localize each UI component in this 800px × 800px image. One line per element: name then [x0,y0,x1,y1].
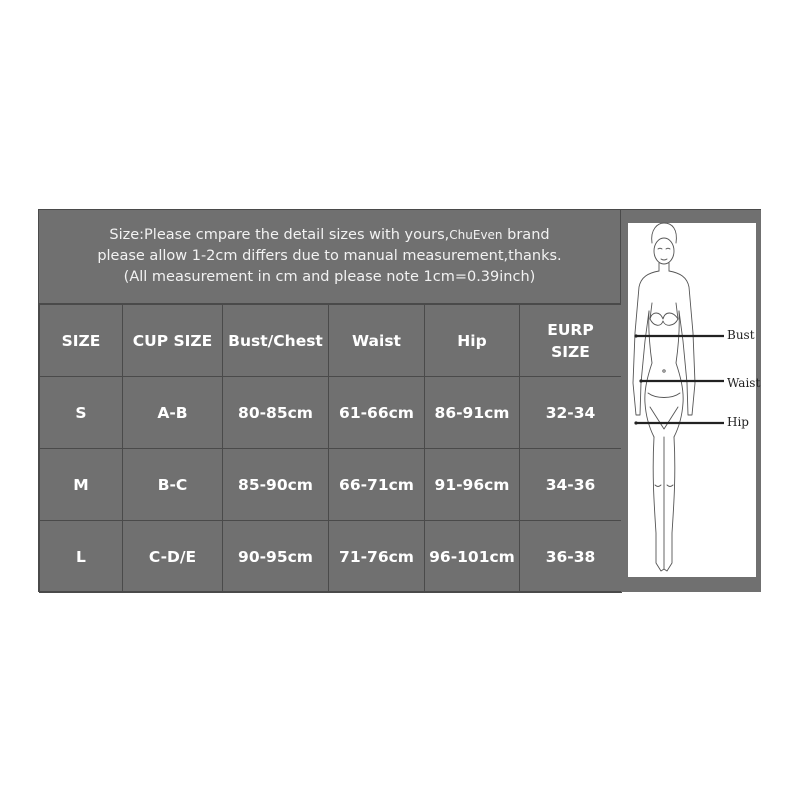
measurement-figure-panel [621,210,761,592]
table-header-row [40,305,622,377]
table-row [40,521,622,593]
table-row [40,377,622,449]
cell-waist: 71-76cm [329,521,425,593]
body-outline-icon [628,223,761,577]
header-size: SIZE [40,305,123,377]
notice-line-2: please allow 1-2cm differs due to manual measurement,thanks. [97,248,562,264]
cell-bust: 90-95cm [223,521,329,593]
cell-size: L [40,521,123,593]
header-waist: Waist [329,305,425,377]
bust-label: Bust [727,328,755,342]
cell-bust: 85-90cm [223,449,329,521]
cell-waist: 61-66cm [329,377,425,449]
cell-eurp-size: 34-36 [520,449,622,521]
cell-size: S [40,377,123,449]
header-hip: Hip [425,305,520,377]
size-notice [39,210,621,304]
cell-bust: 80-85cm [223,377,329,449]
cell-hip: 86-91cm [425,377,520,449]
notice-line-3: (All measurement in cm and please note 1cm=0.39inch) [123,269,536,285]
brand-name: ChuEven [449,228,503,242]
header-bust-chest: Bust/Chest [223,305,329,377]
cell-hip: 96-101cm [425,521,520,593]
cell-cup-size: C-D/E [123,521,223,593]
cell-eurp-size: 32-34 [520,377,622,449]
cell-cup-size: B-C [123,449,223,521]
hip-label: Hip [727,415,749,429]
waist-label: Waist [727,376,761,390]
cell-eurp-size: 36-38 [520,521,622,593]
notice-line-1: Size:Please cmpare the detail sizes with yours,ChuEven brand [109,227,550,243]
cell-size: M [40,449,123,521]
cell-cup-size: A-B [123,377,223,449]
header-eurp-size: EURP SIZE [520,305,622,377]
size-table [39,304,622,593]
table-row [40,449,622,521]
measurement-figure [628,223,761,577]
size-chart [38,209,761,592]
header-cup-size: CUP SIZE [123,305,223,377]
cell-hip: 91-96cm [425,449,520,521]
cell-waist: 66-71cm [329,449,425,521]
